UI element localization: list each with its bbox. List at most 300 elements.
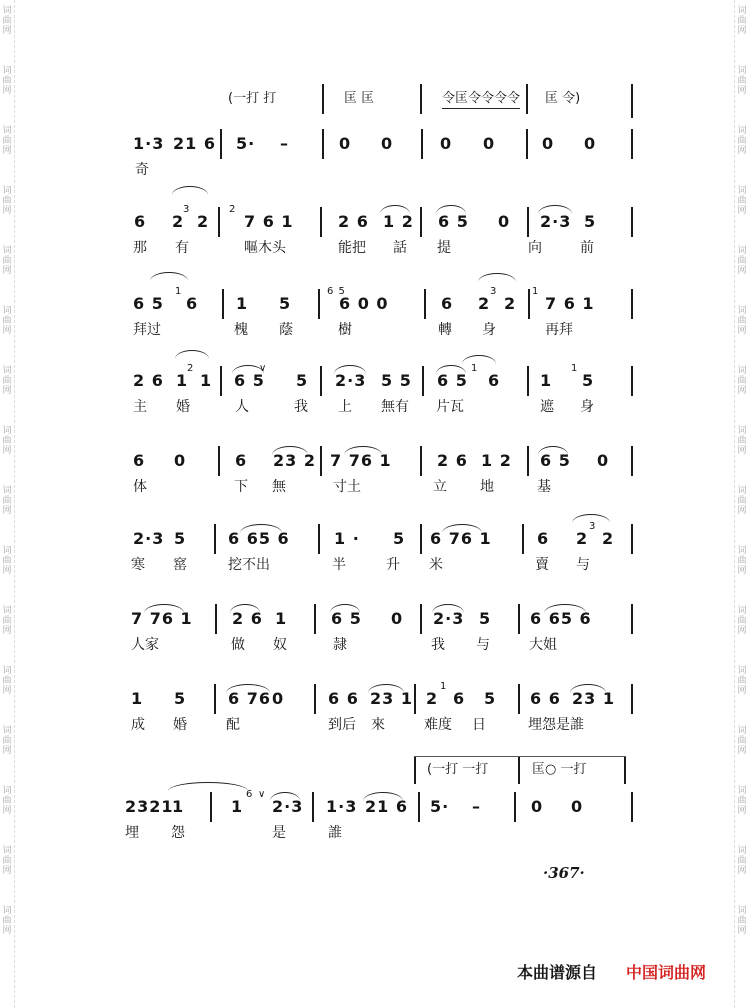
watermark-block [735,540,749,600]
watermark-char: 词 [737,426,747,436]
lyric: 槐 [234,322,248,338]
barline [631,792,633,822]
barline [414,684,416,714]
watermark-char: 网 [2,326,12,336]
lyric: 埋怨是誰 [528,717,584,733]
watermark-left [0,0,15,1008]
page-number: ·367· [543,864,585,882]
percussion-cue: 匡 令) [545,91,581,106]
jianpu-note: 1 2 [383,212,414,231]
barline [322,84,324,114]
watermark-char: 网 [2,146,12,156]
watermark-char: 网 [2,386,12,396]
jianpu-note: 7 76 1 [131,609,193,628]
jianpu-note: 2·3 [540,212,572,231]
watermark-char: 词 [737,906,747,916]
watermark-block [0,720,14,780]
watermark-char: 曲 [737,316,747,326]
watermark-block [735,600,749,660]
jianpu-note: 3 [183,204,191,215]
watermark-char: 曲 [2,616,12,626]
watermark-block [735,900,749,960]
jianpu-note: 0 [597,451,610,470]
watermark-char: 曲 [737,616,747,626]
barline [528,289,530,319]
barline [631,604,633,634]
watermark-char: 词 [2,906,12,916]
lyric: 基 [537,479,551,495]
watermark-block [0,780,14,840]
barline [421,129,423,159]
watermark-char: 曲 [2,316,12,326]
watermark-char: 网 [737,926,747,936]
jianpu-note: 2 [229,204,237,215]
lyric: 主 [133,399,147,415]
jianpu-note: 6 76 1 [430,529,492,548]
lyric: 那 [133,240,147,256]
lyric: 寸土 [333,479,361,495]
watermark-char: 词 [2,846,12,856]
jianpu-note: 6 76 [228,689,271,708]
jianpu-note: 6 6 [328,689,359,708]
jianpu-note: 5 [296,371,309,390]
watermark-char: 词 [2,66,12,76]
lyric: 埋 [125,825,139,841]
lyric: 窰 [173,557,187,573]
barline [527,446,529,476]
percussion-cue: 令匡令令令令 [442,91,521,106]
jianpu-note: 0 [483,134,496,153]
barline [320,207,322,237]
jianpu-note: 2 6 [437,451,468,470]
lyric: 上 [338,399,352,415]
watermark-block [0,60,14,120]
lyric: 身 [580,399,594,415]
jianpu-note: 2 [576,529,589,548]
watermark-block [0,240,14,300]
jianpu-note: 5 [582,371,595,390]
jianpu-note: 7 76 1 [330,451,392,470]
jianpu-note: 2·3 [272,797,304,816]
watermark-char: 曲 [2,496,12,506]
watermark-block [0,660,14,720]
barline [414,756,416,784]
watermark-block [735,420,749,480]
watermark-char: 词 [2,126,12,136]
jianpu-note: 1·3 [326,797,358,816]
slur [478,273,516,282]
watermark-char: 曲 [2,196,12,206]
barline [631,446,633,476]
jianpu-note: 1 [200,371,213,390]
lyric: 賣 [535,557,549,573]
jianpu-note: 1 · [334,529,360,548]
jianpu-note: 1 2 [481,451,512,470]
watermark-char: 网 [737,566,747,576]
watermark-char: 网 [737,746,747,756]
lyric: 遮 [540,399,554,415]
jianpu-note: 0 [498,212,511,231]
jianpu-note: 5 [484,689,497,708]
jianpu-note: 1 [236,294,249,313]
jianpu-note: 1 [172,797,185,816]
barline [518,756,520,784]
watermark-char: 词 [2,306,12,316]
jianpu-note: 5 [479,609,492,628]
lyric: 拜过 [133,322,161,338]
jianpu-note: 2·3 [433,609,465,628]
watermark-char: 网 [2,746,12,756]
watermark-char: 网 [737,86,747,96]
jianpu-note: 0 [339,134,352,153]
watermark-char: 网 [2,206,12,216]
watermark-char: 曲 [737,16,747,26]
watermark-char: 词 [2,246,12,256]
barline [215,604,217,634]
watermark-right [734,0,749,1008]
barline [527,207,529,237]
watermark-char: 词 [2,366,12,376]
lyric: 立 [433,479,447,495]
lyric: 向 [528,240,542,256]
jianpu-note: 0 [571,797,584,816]
watermark-char: 词 [2,726,12,736]
watermark-block [735,780,749,840]
watermark-char: 网 [737,326,747,336]
jianpu-note: 5 [584,212,597,231]
watermark-block [735,360,749,420]
jianpu-note: 5 [393,529,406,548]
separator [414,756,626,757]
watermark-char: 词 [737,126,747,136]
lyric: 誰 [328,825,342,841]
jianpu-note: 2 [602,529,615,548]
jianpu-note: 6 5 [327,286,346,297]
watermark-char: 词 [2,426,12,436]
watermark-block [735,60,749,120]
jianpu-note: 5· [236,134,256,153]
barline [624,756,626,784]
jianpu-note: 3 [490,286,498,297]
lyric: 有 [175,240,189,256]
percussion-cue: (一打 一打 [427,762,489,777]
source-credit-label: 本曲谱源自 [517,963,598,982]
lyric: 挖不出 [228,557,270,573]
watermark-char: 词 [737,726,747,736]
lyric: 配 [226,717,240,733]
jianpu-note: 6 5 [331,609,362,628]
jianpu-note: 6 5 [437,371,468,390]
lyric: 隷 [333,637,347,653]
watermark-char: 词 [737,546,747,556]
lyric: 身 [482,322,496,338]
lyric: 樹 [338,322,352,338]
jianpu-note: ∨ [258,789,267,800]
jianpu-note: – [472,797,481,816]
jianpu-note: 5· [430,797,450,816]
lyric: 片瓦 [436,399,464,415]
watermark-block [0,300,14,360]
barline [514,792,516,822]
lyric: 再拜 [545,322,573,338]
watermark-char: 网 [737,386,747,396]
barline [526,84,528,114]
barline [210,792,212,822]
watermark-char: 曲 [737,436,747,446]
watermark-block [0,480,14,540]
watermark-char: 曲 [737,496,747,506]
jianpu-note: 21 6 [365,797,408,816]
barline [631,84,633,118]
jianpu-note: 1 [571,363,579,374]
watermark-char: 网 [2,26,12,36]
lyric: 与 [476,637,490,653]
lyric: 來 [371,717,385,733]
watermark-char: 曲 [737,796,747,806]
jianpu-note: 0 [531,797,544,816]
barline [631,207,633,237]
watermark-char: 曲 [2,76,12,86]
watermark-char: 词 [2,486,12,496]
jianpu-note: 0 [391,609,404,628]
jianpu-note: 1 [176,371,189,390]
jianpu-note: 1 [275,609,288,628]
watermark-char: 词 [737,366,747,376]
watermark-char: 网 [2,446,12,456]
slur [175,350,209,359]
barline [518,604,520,634]
watermark-char: 曲 [737,676,747,686]
lyric: 半 [332,557,346,573]
lyric: 無有 [381,399,409,415]
barline [218,207,220,237]
watermark-char: 词 [2,186,12,196]
watermark-block [735,120,749,180]
watermark-char: 曲 [2,436,12,446]
lyric: 轉 [438,322,452,338]
lyric: 难度 [424,717,452,733]
watermark-block [735,840,749,900]
watermark-char: 词 [2,606,12,616]
watermark-char: 网 [2,866,12,876]
jianpu-note: 2 [172,212,185,231]
watermark-block [735,240,749,300]
watermark-block [735,660,749,720]
jianpu-note: 6 65 6 [228,529,290,548]
watermark-block [735,480,749,540]
lyric: 与 [576,557,590,573]
lyric: 怨 [171,825,185,841]
jianpu-note: 23 1 [572,689,615,708]
beam-underline [442,108,520,109]
jianpu-note: 6 65 6 [530,609,592,628]
barline [320,446,322,476]
jianpu-note: 6 [537,529,550,548]
watermark-char: 曲 [737,196,747,206]
watermark-block [0,600,14,660]
jianpu-note: 1 [175,286,183,297]
lyric: 蔭 [279,322,293,338]
lyric: 下 [234,479,248,495]
watermark-char: 网 [2,266,12,276]
watermark-char: 词 [737,246,747,256]
jianpu-note: 7 6 1 [244,212,294,231]
jianpu-note: 6 [246,789,254,800]
jianpu-note: 2 [426,689,439,708]
watermark-char: 网 [737,506,747,516]
watermark-char: 网 [2,806,12,816]
watermark-char: 曲 [737,256,747,266]
barline [631,366,633,396]
watermark-char: 曲 [737,376,747,386]
jianpu-note: 2·3 [133,529,165,548]
jianpu-note: 6 [488,371,501,390]
watermark-char: 曲 [2,376,12,386]
jianpu-note: 1 [540,371,553,390]
watermark-char: 词 [737,486,747,496]
jianpu-note: 0 [440,134,453,153]
watermark-char: 网 [737,206,747,216]
percussion-cue: 匡 匡 [344,91,375,106]
jianpu-note: 23 2 [273,451,316,470]
watermark-block [735,0,749,60]
watermark-char: 曲 [737,136,747,146]
watermark-char: 词 [737,306,747,316]
watermark-char: 网 [2,506,12,516]
watermark-char: 曲 [737,556,747,566]
lyric: 無 [272,479,286,495]
watermark-block [0,420,14,480]
barline [418,792,420,822]
jianpu-note: 0 [174,451,187,470]
barline [420,604,422,634]
watermark-char: 网 [2,686,12,696]
watermark-char: 词 [737,6,747,16]
watermark-char: 词 [737,66,747,76]
watermark-char: 曲 [737,76,747,86]
lyric: 做 [231,637,245,653]
watermark-block [735,720,749,780]
percussion-cue: 匡○ 一打 [532,762,587,777]
lyric: 話 [393,240,407,256]
barline [420,207,422,237]
barline [631,524,633,554]
watermark-char: 曲 [2,16,12,26]
watermark-block [0,180,14,240]
source-credit-site: 中国词曲网 [626,963,707,982]
barline [320,366,322,396]
lyric: 婚 [176,399,190,415]
jianpu-note: 1 [440,681,448,692]
barline [522,524,524,554]
jianpu-note: 0 [542,134,555,153]
lyric: 婚 [173,717,187,733]
watermark-char: 网 [737,866,747,876]
watermark-char: 曲 [2,676,12,686]
watermark-char: 网 [2,626,12,636]
barline [631,684,633,714]
barline [220,129,222,159]
lyric: 我 [431,637,445,653]
lyric: 大姐 [529,637,557,653]
lyric: 奴 [273,637,287,653]
jianpu-note: 5 5 [381,371,412,390]
jianpu-note: 1 [532,286,540,297]
watermark-char: 网 [737,686,747,696]
watermark-char: 曲 [2,796,12,806]
jianpu-note: 1 [471,363,479,374]
slur [462,355,496,364]
watermark-char: 网 [2,566,12,576]
barline [631,289,633,319]
jianpu-note: 6 5 [540,451,571,470]
barline [312,792,314,822]
lyric: 是 [272,825,286,841]
lyric: 米 [429,557,443,573]
jianpu-note: 2 6 [133,371,164,390]
jianpu-note: – [280,134,289,153]
watermark-char: 曲 [2,136,12,146]
jianpu-note: 2·3 [335,371,367,390]
jianpu-note: 0 [272,689,285,708]
watermark-char: 曲 [2,556,12,566]
jianpu-note: 2 [478,294,491,313]
jianpu-note: 6 [186,294,199,313]
jianpu-note: 6 0 0 [339,294,389,313]
lyric: 体 [133,479,147,495]
jianpu-note: 0 [381,134,394,153]
jianpu-note: 2 [197,212,210,231]
jianpu-note: 21 6 [173,134,216,153]
lyric: 寒 [131,557,145,573]
watermark-char: 词 [737,666,747,676]
watermark-block [0,840,14,900]
jianpu-note: ∨ [259,363,268,374]
lyric: 人 [235,399,249,415]
percussion-cue: (一打 打 [228,91,277,106]
watermark-char: 网 [737,26,747,36]
watermark-char: 词 [737,606,747,616]
lyric: 我 [294,399,308,415]
watermark-char: 曲 [737,736,747,746]
barline [631,129,633,159]
watermark-block [735,300,749,360]
lyric: 前 [580,240,594,256]
lyric: 奇 [135,162,149,178]
barline [420,84,422,114]
watermark-char: 词 [737,186,747,196]
lyric: 地 [480,479,494,495]
watermark-block [0,360,14,420]
jianpu-note: 5 [174,529,187,548]
watermark-block [0,900,14,960]
watermark-char: 曲 [737,916,747,926]
jianpu-note: 6 5 [234,371,265,390]
jianpu-note: 2 [504,294,517,313]
watermark-char: 网 [2,86,12,96]
lyric: 日 [472,717,486,733]
barline [222,289,224,319]
jianpu-note: 1 [131,689,144,708]
barline [420,524,422,554]
slur [172,186,208,195]
lyric: 到后 [328,717,356,733]
watermark-char: 词 [737,846,747,856]
jianpu-note: 6 [453,689,466,708]
barline [420,446,422,476]
barline [424,289,426,319]
watermark-char: 词 [2,6,12,16]
